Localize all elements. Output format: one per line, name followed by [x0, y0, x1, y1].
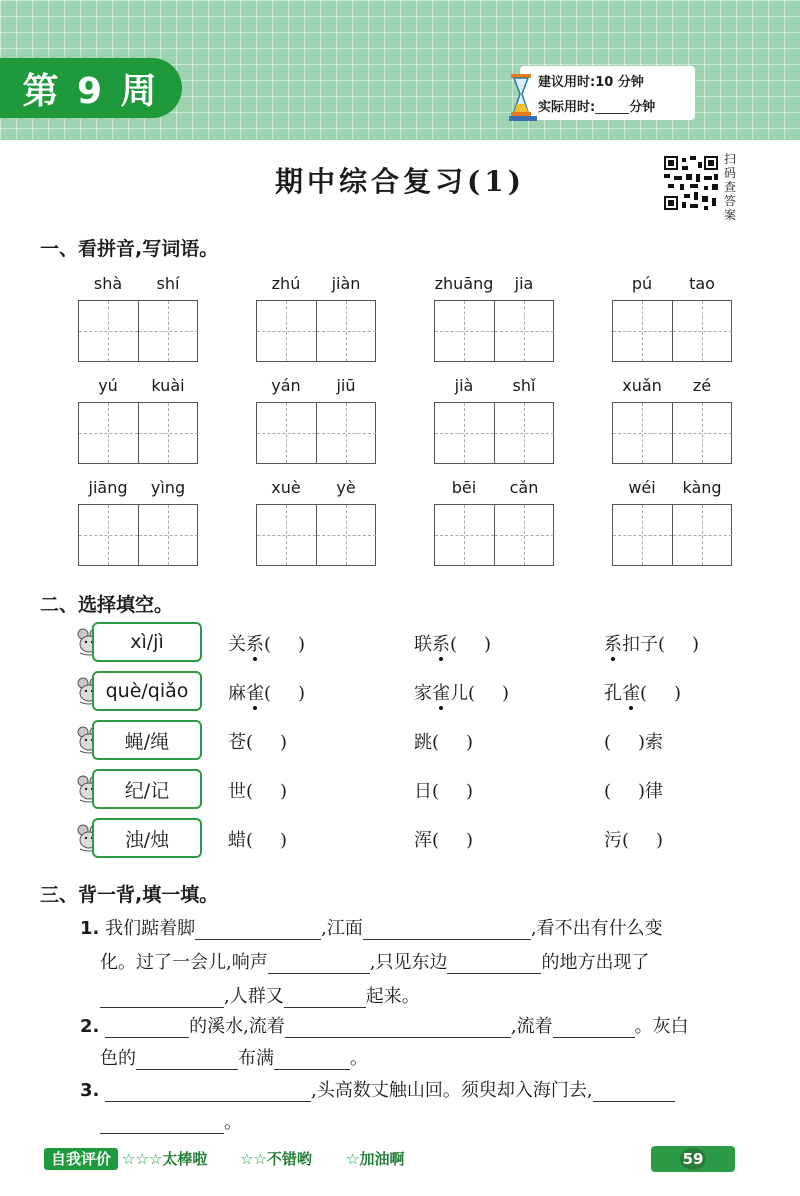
- pinyin-labels: [78, 274, 198, 298]
- q2-text-d: 色的: [100, 1048, 136, 1069]
- hourglass-icon: [509, 72, 537, 122]
- pinyin-syllable: bēi: [451, 478, 477, 497]
- writing-cell[interactable]: [613, 301, 672, 361]
- q2-text-f: 。: [350, 1048, 368, 1069]
- marked-char: 雀: [622, 683, 640, 704]
- marked-char: 系: [246, 634, 264, 655]
- writing-cell[interactable]: [138, 505, 197, 565]
- writing-cell[interactable]: [316, 505, 375, 565]
- actual-time-blank[interactable]: [595, 101, 629, 114]
- qr-label-char: 扫: [723, 152, 736, 166]
- writing-cell[interactable]: [138, 403, 197, 463]
- writing-cell[interactable]: [79, 505, 138, 565]
- item-text: 家: [414, 683, 432, 704]
- q1-text-h: 起来。: [365, 986, 420, 1007]
- q2-text-c: 。灰白: [634, 1016, 689, 1037]
- q2-blank[interactable]: [105, 1019, 189, 1038]
- qr-label-char: 案: [723, 208, 736, 222]
- pinyin-labels: [78, 376, 198, 400]
- item-text: 孔: [604, 683, 622, 704]
- q2-blank[interactable]: [274, 1051, 350, 1070]
- q3-text-a: ,头高数丈触山回。须臾却入海门去,: [311, 1080, 593, 1101]
- answer-blank[interactable]: ( ): [658, 634, 700, 655]
- actual-time-label: 实际用时:: [538, 100, 596, 115]
- q3-text-b: 。: [224, 1112, 242, 1133]
- answer-blank[interactable]: ( )律: [604, 781, 664, 802]
- pinyin-syllable: shà: [93, 274, 123, 293]
- fill-item[interactable]: [228, 777, 287, 803]
- q1-text-c: ,看不出有什么变: [530, 918, 663, 939]
- q1-line1: [80, 914, 663, 940]
- pinyin-labels: [256, 376, 376, 400]
- answer-blank[interactable]: ( ): [432, 830, 474, 851]
- pinyin-syllable: yú: [98, 376, 118, 395]
- writing-cell[interactable]: [613, 505, 672, 565]
- pinyin-syllable: pú: [631, 274, 653, 293]
- writing-cell[interactable]: [435, 403, 494, 463]
- q3-blank[interactable]: [593, 1083, 675, 1102]
- qr-code-icon[interactable]: [664, 156, 718, 210]
- pinyin-syllable: shǐ: [512, 376, 536, 395]
- qr-label-char: 查: [723, 180, 736, 194]
- star-icon: ☆☆: [240, 1150, 267, 1168]
- pinyin-syllable: yìng: [150, 478, 186, 497]
- answer-blank[interactable]: ( ): [246, 732, 288, 753]
- writing-cell[interactable]: [79, 301, 138, 361]
- fill-item[interactable]: [414, 777, 473, 803]
- q3-line2: [100, 1108, 242, 1134]
- answer-blank[interactable]: ( ): [432, 781, 474, 802]
- writing-cell[interactable]: [494, 403, 553, 463]
- answer-blank[interactable]: ( ): [450, 634, 492, 655]
- q2-blank[interactable]: [136, 1051, 238, 1070]
- answer-blank[interactable]: ( ): [246, 781, 288, 802]
- pinyin-syllable: tao: [689, 274, 715, 293]
- q1-text-e: ,只见东边: [369, 952, 448, 973]
- rating-two-stars[interactable]: [240, 1148, 312, 1170]
- tianzige-grid: [78, 300, 198, 362]
- section1-heading: 一、看拼音,写词语。: [40, 238, 219, 260]
- tianzige-grid: [256, 402, 376, 464]
- choice-options: 浊/烛: [92, 818, 202, 858]
- tianzige-grid: [612, 300, 732, 362]
- page-title: 期中综合复习(1): [275, 165, 525, 198]
- pinyin-syllable: zhú: [271, 274, 301, 293]
- q1-text-f: 的地方出现了: [541, 952, 650, 973]
- item-text: 麻: [228, 683, 246, 704]
- week-label: 第 9 周: [0, 58, 182, 118]
- q2-text-e: 布满: [238, 1048, 274, 1069]
- fill-item[interactable]: [228, 826, 287, 852]
- choice-options: 纪/记: [92, 769, 202, 809]
- pinyin-syllable: kuài: [151, 376, 185, 395]
- item-text: 苍: [228, 732, 246, 753]
- item-text: 世: [228, 781, 246, 802]
- section3-heading: 三、背一背,填一填。: [40, 884, 219, 906]
- pinyin-syllable: jia: [514, 274, 534, 293]
- writing-cell[interactable]: [257, 505, 316, 565]
- pinyin-syllable: zhuāng: [434, 274, 494, 293]
- q2-text-a: 的溪水,流着: [189, 1016, 285, 1037]
- qr-label-char: 答: [723, 194, 736, 208]
- section2-heading: 二、选择填空。: [40, 594, 174, 616]
- q3-blank[interactable]: [105, 1083, 311, 1102]
- pinyin-labels: [78, 478, 198, 502]
- fill-item[interactable]: [414, 728, 473, 754]
- q1-line3: [100, 982, 420, 1008]
- writing-cell[interactable]: [672, 403, 731, 463]
- q1-blank[interactable]: [268, 955, 370, 974]
- writing-cell[interactable]: [494, 301, 553, 361]
- answer-blank[interactable]: ( ): [246, 830, 288, 851]
- pinyin-syllable: yè: [336, 478, 356, 497]
- q1-text-b: ,江面: [321, 918, 363, 939]
- fill-item[interactable]: [414, 630, 491, 656]
- actual-time: [538, 96, 655, 115]
- star-icon: ☆: [346, 1150, 360, 1168]
- pinyin-labels: [256, 274, 376, 298]
- writing-cell[interactable]: [138, 301, 197, 361]
- writing-cell[interactable]: [435, 505, 494, 565]
- q2-text-b: ,流着: [510, 1016, 553, 1037]
- item-text: 蜡: [228, 830, 246, 851]
- q1-text-d: 化。过了一会儿,响声: [100, 952, 268, 973]
- q2-blank[interactable]: [553, 1019, 635, 1038]
- writing-cell[interactable]: [316, 301, 375, 361]
- pinyin-syllable: jiū: [336, 376, 356, 395]
- pinyin-labels: [612, 478, 732, 502]
- q1-blank[interactable]: [284, 989, 366, 1008]
- pinyin-syllable: yán: [271, 376, 301, 395]
- item-text: 污: [604, 830, 622, 851]
- marked-char: 系: [604, 634, 622, 655]
- q3-line1: [80, 1076, 675, 1102]
- q1-blank[interactable]: [363, 921, 531, 940]
- marked-char: 雀: [432, 683, 450, 704]
- item-text: 扣子: [622, 634, 658, 655]
- choice-options: xì/jì: [92, 622, 202, 662]
- writing-cell[interactable]: [672, 505, 731, 565]
- writing-cell[interactable]: [435, 301, 494, 361]
- pinyin-syllable: cǎn: [509, 478, 539, 497]
- writing-cell[interactable]: [316, 403, 375, 463]
- suggested-time: 建议用时:10 分钟: [538, 75, 644, 90]
- pinyin-labels: [256, 478, 376, 502]
- pinyin-syllable: zé: [692, 376, 712, 395]
- fill-item[interactable]: [228, 630, 305, 656]
- fill-item[interactable]: [228, 679, 305, 705]
- choice-options: 蝇/绳: [92, 720, 202, 760]
- q1-number: 1.: [80, 918, 100, 939]
- tianzige-grid: [434, 402, 554, 464]
- q1-blank[interactable]: [195, 921, 321, 940]
- page-number: 59: [680, 1148, 706, 1170]
- item-text: 日: [414, 781, 432, 802]
- pinyin-labels: [434, 478, 554, 502]
- self-eval-label: 自我评价: [44, 1148, 118, 1170]
- rating2-text: 不错哟: [266, 1150, 312, 1168]
- q1-text-a: 我们踮着脚: [105, 918, 196, 939]
- tianzige-grid: [78, 504, 198, 566]
- writing-cell[interactable]: [613, 403, 672, 463]
- pinyin-syllable: jià: [454, 376, 474, 395]
- pinyin-labels: [434, 376, 554, 400]
- qr-label-char: 码: [723, 166, 736, 180]
- marked-char: 系: [432, 634, 450, 655]
- q1-text-g: ,人群又: [224, 986, 284, 1007]
- item-text: 联: [414, 634, 432, 655]
- rating-one-star[interactable]: [346, 1148, 404, 1170]
- tianzige-grid: [434, 300, 554, 362]
- tianzige-grid: [78, 402, 198, 464]
- marked-char: 雀: [246, 683, 264, 704]
- q1-blank[interactable]: [447, 955, 541, 974]
- q2-blank[interactable]: [285, 1019, 511, 1038]
- tianzige-grid: [612, 504, 732, 566]
- qr-label: [722, 152, 738, 222]
- rating-three-stars[interactable]: [122, 1148, 207, 1170]
- pinyin-syllable: xuè: [271, 478, 301, 497]
- fill-item[interactable]: [228, 728, 287, 754]
- fill-item[interactable]: [414, 679, 509, 705]
- item-text: 关: [228, 634, 246, 655]
- writing-cell[interactable]: [257, 403, 316, 463]
- q3-blank[interactable]: [100, 1115, 224, 1134]
- pinyin-syllable: jiàn: [331, 274, 361, 293]
- writing-cell[interactable]: [494, 505, 553, 565]
- tianzige-grid: [612, 402, 732, 464]
- pinyin-syllable: shí: [156, 274, 180, 293]
- choice-options: què/qiǎo: [92, 671, 202, 711]
- answer-blank[interactable]: ( ): [622, 830, 664, 851]
- answer-blank[interactable]: ( ): [432, 732, 474, 753]
- answer-blank[interactable]: ( ): [264, 634, 306, 655]
- rating1-text: 太棒啦: [162, 1150, 208, 1168]
- pinyin-syllable: wéi: [628, 478, 656, 497]
- pinyin-syllable: kàng: [682, 478, 722, 497]
- answer-blank[interactable]: ( )索: [604, 732, 664, 753]
- pinyin-labels: [612, 274, 732, 298]
- q1-blank[interactable]: [100, 989, 224, 1008]
- q2-line1: [80, 1012, 689, 1038]
- pinyin-syllable: xuǎn: [622, 376, 662, 395]
- writing-cell[interactable]: [79, 403, 138, 463]
- actual-time-unit: 分钟: [629, 100, 656, 115]
- q2-number: 2.: [80, 1016, 100, 1037]
- answer-blank[interactable]: ( ): [468, 683, 510, 704]
- writing-cell[interactable]: [257, 301, 316, 361]
- q2-line2: [100, 1044, 368, 1070]
- item-text: 儿: [450, 683, 468, 704]
- fill-item[interactable]: [604, 630, 699, 656]
- q1-line2: [100, 948, 649, 974]
- fill-item[interactable]: [604, 777, 663, 803]
- fill-item[interactable]: [604, 679, 681, 705]
- pinyin-labels: [612, 376, 732, 400]
- star-icon: ☆☆☆: [122, 1150, 163, 1168]
- rating3-text: 加油啊: [359, 1150, 405, 1168]
- fill-item[interactable]: [604, 728, 663, 754]
- tianzige-grid: [434, 504, 554, 566]
- answer-blank[interactable]: ( ): [264, 683, 306, 704]
- pinyin-syllable: jiāng: [88, 478, 128, 497]
- tianzige-grid: [256, 504, 376, 566]
- answer-blank[interactable]: ( ): [640, 683, 682, 704]
- pinyin-labels: [434, 274, 554, 298]
- item-text: 浑: [414, 830, 432, 851]
- fill-item[interactable]: [604, 826, 663, 852]
- q3-number: 3.: [80, 1080, 100, 1101]
- fill-item[interactable]: [414, 826, 473, 852]
- writing-cell[interactable]: [672, 301, 731, 361]
- tianzige-grid: [256, 300, 376, 362]
- item-text: 跳: [414, 732, 432, 753]
